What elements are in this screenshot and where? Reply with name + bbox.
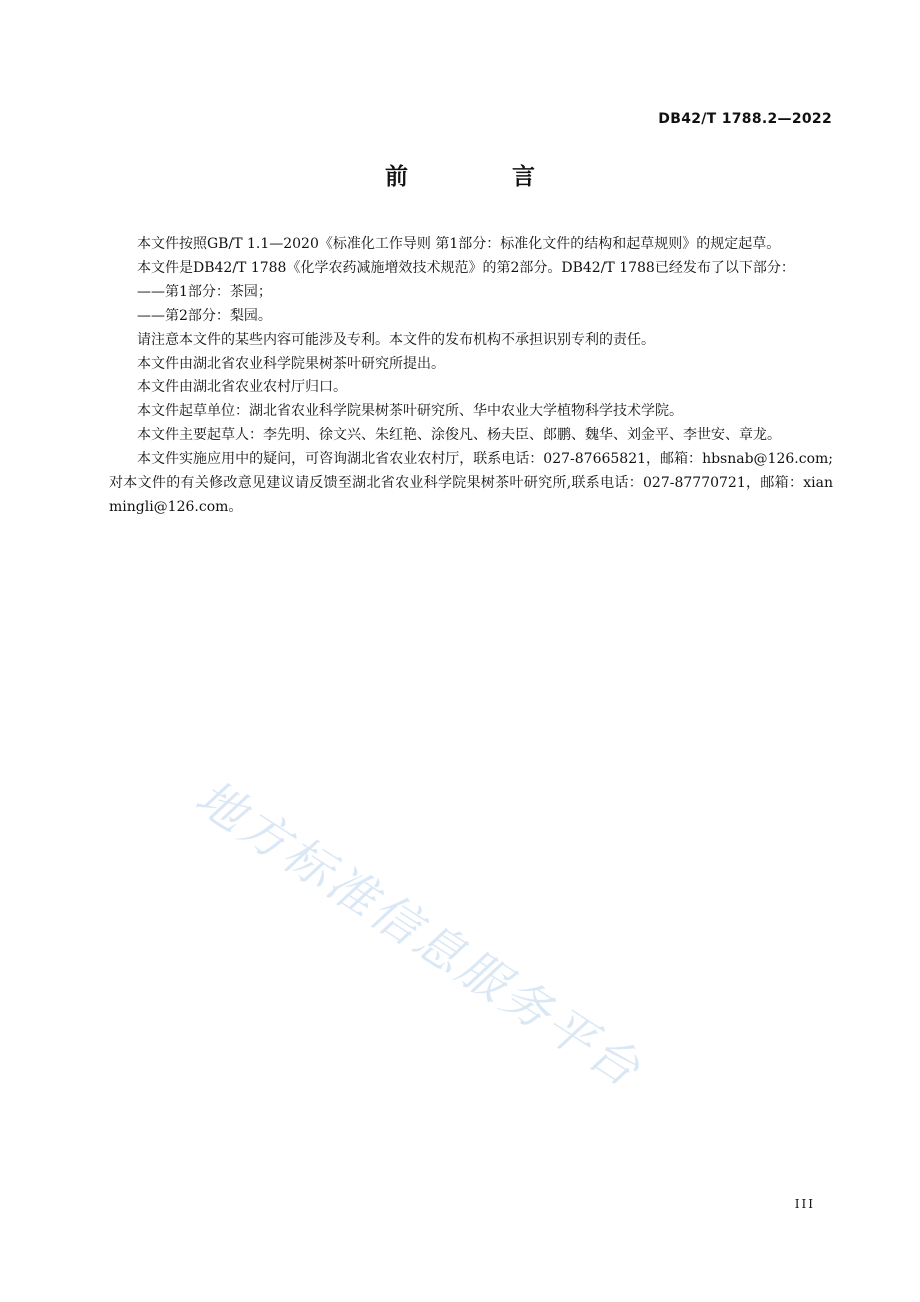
paragraph-drafters: 本文件主要起草人：李先明、徐文兴、朱红艳、涂俊凡、杨夫臣、郎鹏、魏华、刘金平、李世安、章龙。 bbox=[137, 427, 781, 444]
document-code: DB42/T 1788.2—2022 bbox=[658, 111, 832, 127]
paragraph-proposer: 本文件由湖北省农业科学院果树茶叶研究所提出。 bbox=[137, 355, 445, 372]
paragraph-administrator: 本文件由湖北省农业农村厅归口。 bbox=[137, 379, 347, 396]
foreword-body bbox=[109, 233, 833, 520]
paragraph-contact: 本文件实施应用中的疑问，可咨询湖北省农业农村厅，联系电话：027-87665821，邮箱：hbsnab@126.com;对本文件的有关修改意见建议请反馈至湖北省农业科学院果树茶叶研究所,联系电话：027-87770721，邮箱：xianmingli@126.com。 bbox=[109, 451, 833, 515]
paragraph-drafting-units: 本文件起草单位：湖北省农业科学院果树茶叶研究所、华中农业大学植物科学技术学院。 bbox=[137, 403, 683, 420]
paragraph-drafting-rules: 本文件按照GB/T 1.1—2020《标准化工作导则 第1部分：标准化文件的结构和起草规则》的规定起草。 bbox=[137, 236, 781, 252]
page-number: III bbox=[794, 1197, 815, 1211]
watermark: 地方标准信息服务平台 bbox=[185, 769, 653, 1100]
list-item-part1: ——第1部分：茶园； bbox=[137, 283, 272, 300]
page-title: 前 言 bbox=[384, 164, 583, 190]
paragraph-series-intro: 本文件是DB42/T 1788《化学农药减施增效技术规范》的第2部分。DB42/T 1788已经发布了以下部分： bbox=[137, 259, 795, 276]
paragraph-patent-notice: 请注意本文件的某些内容可能涉及专利。本文件的发布机构不承担识别专利的责任。 bbox=[137, 331, 655, 348]
list-item-part2: ——第2部分：梨园。 bbox=[137, 307, 272, 324]
